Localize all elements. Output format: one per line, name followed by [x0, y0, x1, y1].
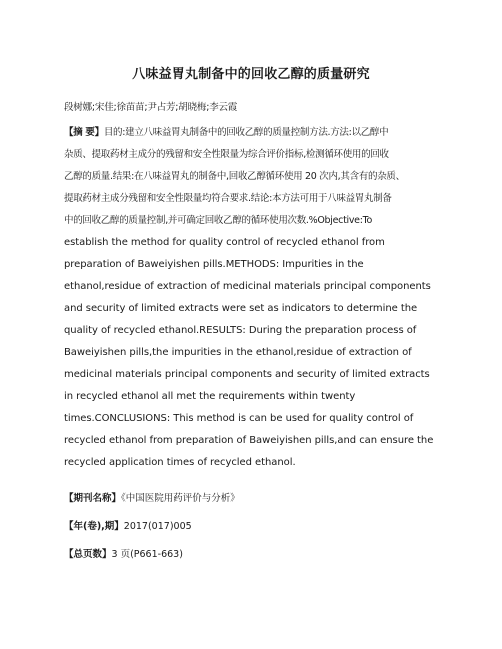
page-count-label: 【总页数】 [64, 549, 112, 560]
abstract-line: 提取药材主成分残留和安全性限量均符合要求.结论:本方法可用于八味益胃丸制备 [64, 193, 392, 204]
abstract-line: 乙醇的质量.结果:在八味益胃丸的制备中,回收乙醇循环使用 20 次内,其含有的杂质、 [64, 171, 405, 182]
journal-name-row [64, 490, 240, 504]
page-count-row [64, 546, 183, 560]
abstract-line: ethanol,residue of extraction of medicinal materials principal components [64, 281, 431, 292]
year-issue-row [64, 518, 192, 532]
journal-value: 《中国医院用药评价与分析》 [121, 493, 240, 504]
journal-label: 【期刊名称】 [64, 493, 122, 504]
abstract-line: recycled ethanol from preparation of Baweiyishen pills,and can ensure the [64, 435, 434, 446]
abstract-line [64, 127, 388, 139]
abstract-line: recycled application times of recycled ethanol. [64, 457, 296, 468]
abstract-line: medicinal materials principal components and security of limited extracts [64, 369, 430, 380]
abstract-line: establish the method for quality control of recycled ethanol from [64, 237, 385, 248]
author-list: 段树娜;宋佳;徐苗苗;尹占芳;胡晓梅;李云霞 [64, 102, 238, 113]
abstract-line: times.CONCLUSIONS: This method is can be used for quality control of [64, 413, 414, 424]
abstract-line: in recycled ethanol all met the requirements within twenty [64, 391, 356, 402]
abstract-text: 目的:建立八味益胃丸制备中的回收乙醇的质量控制方法.方法:以乙醇中 [103, 127, 389, 138]
paper-title: 八味益胃丸制备中的回收乙醇的质量研究 [132, 67, 370, 82]
abstract-line: 杂质、提取药材主成分的残留和安全性限量为综合评价指标,检测循环使用的回收 [64, 149, 389, 160]
abstract-label: 【摘 要】 [64, 127, 104, 138]
abstract-line: Baweiyishen pills,the impurities in the ethanol,residue of extraction of [64, 347, 412, 358]
abstract-line: and security of limited extracts were set as indicators to determine the [64, 303, 418, 314]
abstract-line: quality of recycled ethanol.RESULTS: During the preparation process of [64, 325, 417, 336]
page-count-value: 3 页(P661-663) [111, 549, 183, 560]
abstract-line: 中的回收乙醇的质量控制,并可确定回收乙醇的循环使用次数.%Objective:To [64, 215, 373, 226]
abstract-line: preparation of Baweiyishen pills.METHODS: Impurities in the [64, 259, 364, 270]
year-issue-value: 2017(017)005 [123, 521, 192, 532]
year-issue-label: 【年(卷),期】 [64, 521, 124, 532]
